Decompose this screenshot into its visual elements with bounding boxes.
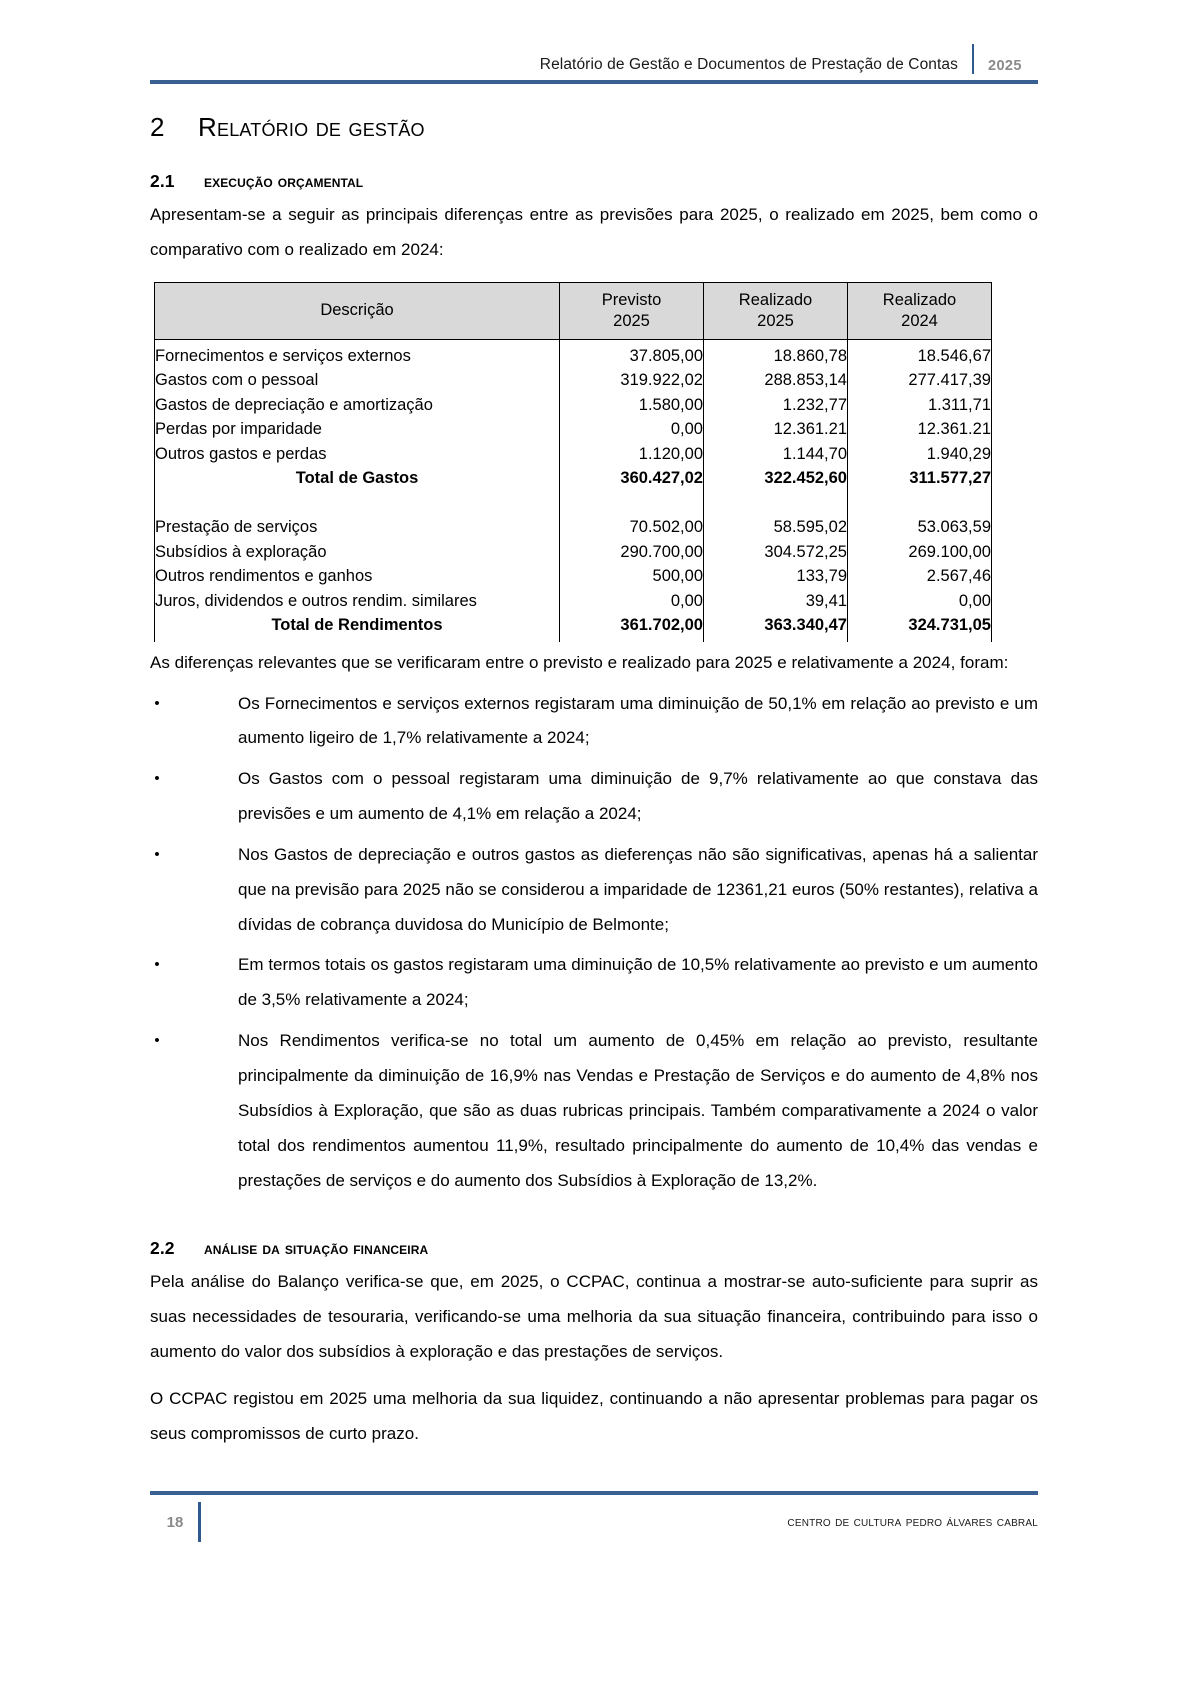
footer-page-number: 18 — [166, 1513, 184, 1531]
cell-realizado-2024: 324.731,05 — [848, 613, 992, 642]
table-row — [155, 589, 992, 614]
cell-realizado-2024: 18.546,67 — [848, 339, 992, 368]
budget-table-wrapper — [154, 282, 991, 642]
page-footer — [150, 1491, 1038, 1545]
column-header-descricao: Descrição — [155, 282, 560, 339]
table-header-row — [155, 282, 992, 339]
header-divider — [972, 44, 974, 74]
bullet-item — [150, 687, 1038, 757]
table-row — [155, 613, 992, 642]
cell-realizado-2024: 0,00 — [848, 589, 992, 614]
cell-realizado-2025: 18.860,78 — [704, 339, 848, 368]
cell-realizado-2024: 12.361.21 — [848, 417, 992, 442]
differences-bullet-list — [150, 687, 1038, 1199]
page-header — [150, 42, 1038, 90]
cell-previsto-2025: 70.502,00 — [560, 515, 704, 540]
table-row — [155, 564, 992, 589]
table-row — [155, 540, 992, 565]
cell-descricao: Gastos de depreciação e amortização — [155, 393, 560, 418]
table-row — [155, 515, 992, 540]
cell-realizado-2024: 277.417,39 — [848, 368, 992, 393]
bullet-text: Nos Rendimentos verifica-se no total um aumento de 0,45% em relação ao previsto, resultante principalmente da diminuição de 16,9% nas Vendas e Prestação de Serviços e do aumento de 4,8% nos Subsídios à Exploração, que são as duas rubricas principais. Também comparativamente a 2024 o valor total dos rendimentos aumentou 11,9%, resultado principalmente do aumento de 10,4% das vendas e prestações de serviços e do aumento dos Subsídios à Exploração de 13,2%. — [238, 1031, 1038, 1190]
column-header-realizado-2025: Realizado 2025 — [704, 282, 848, 339]
cell-realizado-2024: 53.063,59 — [848, 515, 992, 540]
cell-previsto-2025: 1.120,00 — [560, 442, 704, 467]
section-22-paragraph-1: Pela análise do Balanço verifica-se que, em 2025, o CCPAC, continua a mostrar-se auto-suficiente para suprir as suas necessidades de tesouraria, verificando-se uma melhoria da sua situação financeira, contribuindo para isso o aumento do valor dos subsídios à exploração e das prestações de serviços. — [150, 1272, 1038, 1362]
cell-realizado-2024: 311.577,27 — [848, 466, 992, 491]
chapter-heading — [150, 112, 1038, 143]
cell-realizado-2025: 39,41 — [704, 589, 848, 614]
cell-realizado-2025: 304.572,25 — [704, 540, 848, 565]
section-21-intro: Apresentam-se a seguir as principais diferenças entre as previsões para 2025, o realizado em 2025, bem como o comparativo com o realizado em 2024: — [150, 205, 1038, 259]
column-header-previsto-2025: Previsto 2025 — [560, 282, 704, 339]
cell-realizado-2025: 363.340,47 — [704, 613, 848, 642]
section-heading-22 — [150, 1238, 1038, 1259]
cell-descricao: Gastos com o pessoal — [155, 368, 560, 393]
table-row — [155, 339, 992, 368]
cell-previsto-2025: 361.702,00 — [560, 613, 704, 642]
footer-organization: centro de cultura pedro álvares cabral — [787, 1514, 1038, 1530]
bullet-item — [150, 948, 1038, 1018]
chapter-number: 2 — [150, 112, 165, 142]
section-title-21: execução orçamental — [204, 171, 364, 191]
section-title-22: análise da situação financeira — [204, 1238, 429, 1259]
cell-realizado-2025: 1.144,70 — [704, 442, 848, 467]
bullet-item — [150, 838, 1038, 943]
header-rule — [150, 80, 1038, 84]
cell-realizado-2024: 1.940,29 — [848, 442, 992, 467]
page-content — [150, 112, 1038, 1452]
cell-previsto-2025: 360.427,02 — [560, 466, 704, 491]
bullet-text: Os Gastos com o pessoal registaram uma diminuição de 9,7% relativamente ao que constava das previsões e um aumento de 4,1% em relação a 2024; — [238, 769, 1038, 824]
bullet-dot-icon: • — [154, 694, 160, 712]
bullet-item — [150, 1024, 1038, 1198]
column-header-realizado-2024: Realizado 2024 — [848, 282, 992, 339]
cell-realizado-2024: 1.311,71 — [848, 393, 992, 418]
table-row — [155, 466, 992, 491]
cell-realizado-2025: 58.595,02 — [704, 515, 848, 540]
cell-descricao: Juros, dividendos e outros rendim. similares — [155, 589, 560, 614]
cell-realizado-2024: 269.100,00 — [848, 540, 992, 565]
table-body — [155, 339, 992, 642]
footer-divider — [198, 1502, 201, 1542]
section-heading-21 — [150, 171, 1038, 192]
bullet-dot-icon: • — [154, 845, 160, 863]
header-year: 2025 — [988, 58, 1022, 74]
cell-descricao: Total de Rendimentos — [155, 613, 560, 642]
section-number-21: 2.1 — [150, 171, 175, 191]
chapter-title: relatório de gestão — [198, 112, 425, 142]
cell-realizado-2025: 288.853,14 — [704, 368, 848, 393]
section-22-paragraph-2: O CCPAC registou em 2025 uma melhoria da sua liquidez, continuando a não apresentar problemas para pagar os seus compromissos de curto prazo. — [150, 1388, 1038, 1443]
table-head — [155, 282, 992, 339]
cell-descricao: Subsídios à exploração — [155, 540, 560, 565]
bullet-dot-icon: • — [154, 956, 160, 974]
after-table-paragraph: As diferenças relevantes que se verificaram entre o previsto e realizado para 2025 e relativamente a 2024, foram: — [150, 652, 1009, 672]
section-number-22: 2.2 — [150, 1238, 175, 1259]
cell-previsto-2025: 1.580,00 — [560, 393, 704, 418]
table-row — [155, 368, 992, 393]
cell-descricao: Outros rendimentos e ganhos — [155, 564, 560, 589]
cell-previsto-2025: 0,00 — [560, 417, 704, 442]
cell-realizado-2025: 322.452,60 — [704, 466, 848, 491]
table-row — [155, 393, 992, 418]
cell-realizado-2025: 1.232,77 — [704, 393, 848, 418]
cell-previsto-2025: 37.805,00 — [560, 339, 704, 368]
cell-realizado-2025: 12.361.21 — [704, 417, 848, 442]
table-spacer-row — [155, 491, 992, 516]
cell-realizado-2025: 133,79 — [704, 564, 848, 589]
budget-execution-table — [154, 282, 992, 642]
table-row — [155, 442, 992, 467]
cell-previsto-2025: 319.922,02 — [560, 368, 704, 393]
cell-descricao: Total de Gastos — [155, 466, 560, 491]
bullet-item — [150, 762, 1038, 832]
cell-previsto-2025: 500,00 — [560, 564, 704, 589]
cell-descricao: Fornecimentos e serviços externos — [155, 339, 560, 368]
table-row — [155, 417, 992, 442]
cell-descricao: Outros gastos e perdas — [155, 442, 560, 467]
cell-previsto-2025: 0,00 — [560, 589, 704, 614]
bullet-text: Nos Gastos de depreciação e outros gastos as dieferenças não são significativas, apenas há a salientar que na previsão para 2025 não se considerou a imparidade de 12361,21 euros (50% restantes), relativa a dívidas de cobrança duvidosa do Município de Belmonte; — [238, 844, 1038, 934]
cell-descricao: Prestação de serviços — [155, 515, 560, 540]
cell-descricao: Perdas por imparidade — [155, 417, 560, 442]
bullet-text: Os Fornecimentos e serviços externos registaram uma diminuição de 50,1% em relação ao previsto e um aumento ligeiro de 1,7% relativamente a 2024; — [238, 693, 1038, 748]
cell-realizado-2024: 2.567,46 — [848, 564, 992, 589]
cell-previsto-2025: 290.700,00 — [560, 540, 704, 565]
bullet-dot-icon: • — [154, 1032, 160, 1050]
bullet-text: Em termos totais os gastos registaram uma diminuição de 10,5% relativamente ao previsto e um aumento de 3,5% relativamente a 2024; — [238, 955, 1038, 1010]
header-title: Relatório de Gestão e Documentos de Prestação de Contas — [539, 56, 958, 73]
bullet-dot-icon: • — [154, 770, 160, 788]
